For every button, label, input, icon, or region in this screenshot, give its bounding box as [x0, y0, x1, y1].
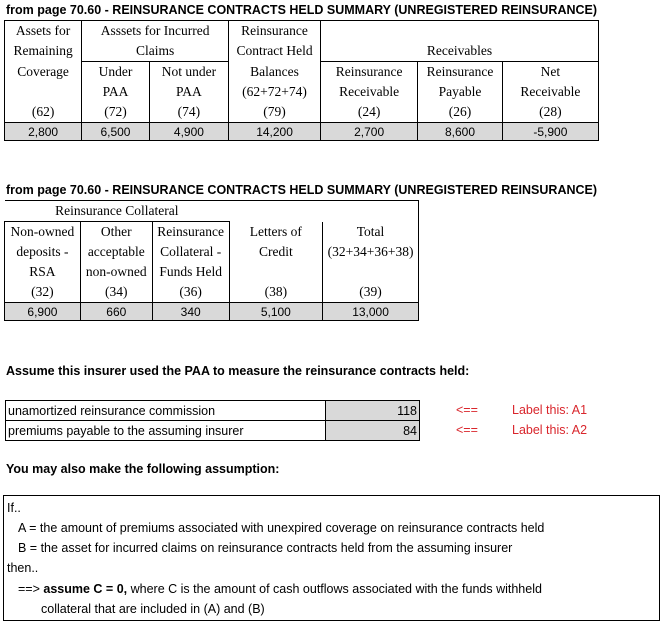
box-line-then: then.. — [7, 561, 39, 575]
also-heading: You may also make the following assumption: — [6, 462, 280, 476]
summary-table — [4, 20, 599, 141]
box-line-a: A = the amount of premiums associated with unexpired coverage on reinsurance contracts held — [18, 521, 545, 535]
header-funds-3: Funds Held — [152, 262, 229, 282]
header-recv-2: Receivable — [321, 82, 418, 102]
section2-heading: from page 70.60 - REINSURANCE CONTRACTS HELD SUMMARY (UNREGISTERED REINSURANCE) — [6, 183, 598, 197]
assumption-value: 118 — [326, 401, 420, 421]
assumption-label: unamortized reinsurance commission — [6, 401, 326, 421]
code-72: (72) — [82, 102, 150, 123]
collateral-table — [4, 200, 419, 321]
assumption-table — [5, 400, 420, 441]
header-lic-group-1: Asssets for Incurred — [82, 21, 229, 42]
header-net-1: Net — [502, 62, 598, 83]
code-39: (39) — [323, 282, 419, 303]
code-38: (38) — [229, 282, 322, 303]
box-line-if: If.. — [7, 501, 21, 515]
assumption-label: premiums payable to the assuming insurer — [6, 421, 326, 441]
header-pay-2: Payable — [418, 82, 503, 102]
code-28: (28) — [502, 102, 598, 123]
code-36: (36) — [152, 282, 229, 303]
code-34: (34) — [80, 282, 152, 303]
header-letters-2: Credit — [229, 242, 322, 262]
code-24: (24) — [321, 102, 418, 123]
header-pay-1: Reinsurance — [418, 62, 503, 83]
header-balances-4: (62+72+74) — [229, 82, 321, 102]
header-receivables-group: Receivables — [321, 41, 599, 62]
header-recv-1: Reinsurance — [321, 62, 418, 83]
header-paa-1: Under — [82, 62, 150, 83]
label-tag-a1: Label this: A1 — [512, 403, 588, 417]
header-funds-2: Collateral - — [152, 242, 229, 262]
value-cell: 6,900 — [5, 303, 81, 321]
arrow-right-icon: ==> — [18, 582, 40, 596]
header-notpaa-1: Not under — [149, 62, 228, 83]
header-lrc-1: Assets for — [5, 21, 82, 42]
box-line-continued: collateral that are included in (A) and (B) — [41, 602, 265, 616]
header-lrc-3: Coverage — [5, 62, 82, 83]
value-cell: 6,500 — [82, 123, 150, 141]
assumption-heading: Assume this insurer used the PAA to measure the reinsurance contracts held: — [6, 364, 470, 378]
label-tag-a2: Label this: A2 — [512, 423, 588, 437]
value-cell: 660 — [80, 303, 152, 321]
header-other-1: Other — [80, 222, 152, 243]
header-balances-3: Balances — [229, 62, 321, 83]
value-cell: 2,700 — [321, 123, 418, 141]
header-nonowned-3: RSA — [5, 262, 81, 282]
value-cell: -5,900 — [502, 123, 598, 141]
header-other-3: non-owned — [80, 262, 152, 282]
header-net-2: Receivable — [502, 82, 598, 102]
code-74: (74) — [149, 102, 228, 123]
header-notpaa-2: PAA — [149, 82, 228, 102]
code-62: (62) — [5, 102, 82, 123]
value-cell: 4,900 — [149, 123, 228, 141]
assumption-box — [3, 495, 660, 621]
header-balances-2: Contract Held — [229, 41, 321, 62]
header-total-2: (32+34+36+38) — [323, 242, 419, 262]
collateral-group: Reinsurance Collateral — [5, 201, 230, 222]
header-nonowned-2: deposits - — [5, 242, 81, 262]
value-cell: 14,200 — [229, 123, 321, 141]
arrow-left-icon: <== — [456, 403, 478, 417]
header-lic-group-2: Claims — [82, 41, 229, 62]
value-cell: 2,800 — [5, 123, 82, 141]
header-other-2: acceptable — [80, 242, 152, 262]
value-cell: 5,100 — [229, 303, 322, 321]
value-cell: 13,000 — [323, 303, 419, 321]
value-cell: 8,600 — [418, 123, 503, 141]
header-balances-1: Reinsurance — [229, 21, 321, 42]
header-letters-1: Letters of — [229, 222, 322, 243]
header-total-1: Total — [323, 222, 419, 243]
code-32: (32) — [5, 282, 81, 303]
assumption-value: 84 — [326, 421, 420, 441]
section1-heading: from page 70.60 - REINSURANCE CONTRACTS HELD SUMMARY (UNREGISTERED REINSURANCE) — [6, 3, 598, 17]
header-nonowned-1: Non-owned — [5, 222, 81, 243]
box-line-b: B = the asset for incurred claims on reinsurance contracts held from the assuming insurer — [18, 541, 513, 555]
box-line-conclusion — [18, 582, 542, 596]
box-assume-bold: assume C = 0, — [43, 582, 128, 596]
code-26: (26) — [418, 102, 503, 123]
header-funds-1: Reinsurance — [152, 222, 229, 243]
box-line-rest: where C is the amount of cash outflows associated with the funds withheld — [130, 582, 542, 596]
header-lrc-2: Remaining — [5, 41, 82, 62]
value-cell: 340 — [152, 303, 229, 321]
arrow-left-icon: <== — [456, 423, 478, 437]
header-paa-2: PAA — [82, 82, 150, 102]
code-79: (79) — [229, 102, 321, 123]
